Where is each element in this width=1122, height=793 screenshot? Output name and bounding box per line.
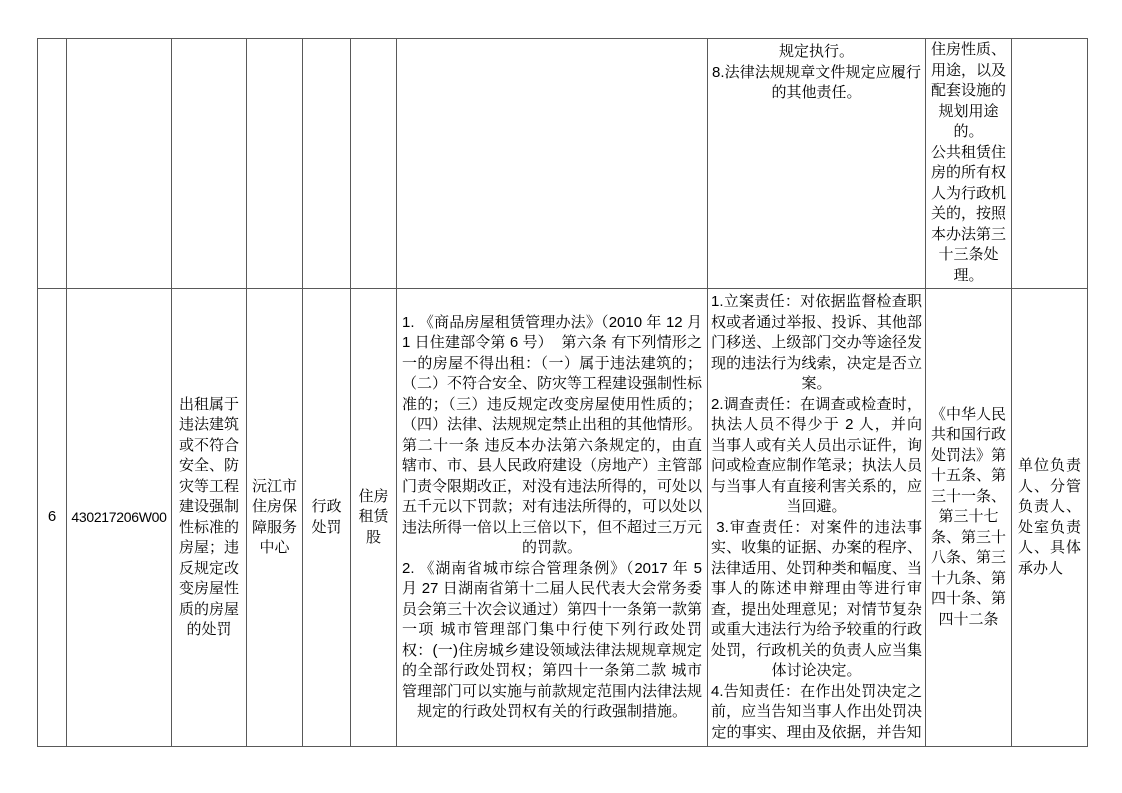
power-name-cell: [172, 289, 247, 747]
cont-code-cell: [67, 39, 172, 289]
accountability-basis-cell: [926, 289, 1012, 747]
implementing-org: 沅江市住房保障服务中心: [251, 477, 297, 556]
power-code-cell: [67, 289, 172, 747]
power-list-table: [37, 38, 1088, 747]
power-type: 行政处罚: [311, 498, 342, 536]
cont-seq-cell: [38, 39, 67, 289]
accountability-basis: 《中华人民共和国行政处罚法》第十五条、第三十一条、第三十七条、第三十八条、第三十九条、第四十条、第四十二条: [931, 405, 1007, 628]
implementing-org-cell: [247, 289, 303, 747]
cont-org-cell: [247, 39, 303, 289]
duty-cell: [708, 289, 926, 747]
cont-section-cell: [351, 39, 397, 289]
duty-paragraph: 2.调查责任：在调查或检查时，执法人员不得少于 2 人，并向当事人或有关人员出示证件，询问或检查应制作笔录；执法人员与当事人有直接利害关系的，应当回避。: [711, 395, 922, 515]
cont-remark-cell: [926, 39, 1012, 289]
legal-basis-cell: [397, 289, 708, 747]
duty-paragraph: 1.立案责任：对依据监督检查职权或者通过举报、投诉、其他部门移送、上级部门交办等途径发现的违法行为线索，决定是否立案。: [711, 293, 922, 392]
duty-paragraph: 3.审查责任：对案件的违法事实、收集的证据、办案的程序、法律适用、处罚种类和幅度、当事人的陈述申辩理由等进行审查，提出处理意见；对情节复杂或重大违法行为给予较重的行政处罚，行政机关的负责人应当集体讨论决定。: [711, 518, 922, 679]
responsible-persons-cell: [1012, 289, 1088, 747]
power-type-cell: [303, 289, 351, 747]
duty-paragraph: 4.告知责任：在作出处罚决定之前，应当告知当事人作出处罚决定的事实、理由及依据，并告知: [711, 682, 922, 741]
power-code: 430217206W00: [71, 509, 167, 526]
cont-remark-paragraph: 住房性质、用途，以及配套设施的规划用途的。: [931, 41, 1007, 140]
cont-remark-paragraph: 公共租赁住房的所有权人为行政机关的，按照本办法第三十三条处理。: [931, 143, 1007, 284]
cont-duty-paragraph: 8.法律法规规章文件规定应履行的其他责任。: [712, 63, 921, 101]
cont-duty-cell: [708, 39, 926, 289]
seq-no: 6: [47, 508, 57, 526]
cont-name-cell: [172, 39, 247, 289]
seq-no-cell: [38, 289, 67, 747]
cont-person-cell: [1012, 39, 1088, 289]
cont-duty-paragraph: 规定执行。: [778, 43, 854, 60]
legal-basis-paragraph: 2. 《湖南省城市综合管理条例》（2017 年 5 月 27 日湖南省第十二届人民代表大会常务委员会第三十次会议通过）第四十一条第一款第一项 城市管理部门集中行使下列行政处罚权：(一)住房城乡建设领域法律法规规章规定的全部行政处罚权；第四十一条第二款 城市管理部门可以实施与前款规定范围内法律法规规定的行政处罚权有关的行政强制措施。: [402, 559, 703, 720]
cont-type-cell: [303, 39, 351, 289]
responsible-persons: 单位负责人、分管负责人、处室负责人、具体承办人: [1018, 457, 1081, 577]
legal-basis-paragraph: 1. 《商品房屋租赁管理办法》（2010 年 12 月 1 日住建部令第 6 号） 第六条 有下列情形之一的房屋不得出租：（一）属于违法建筑的；（二）不符合安全、防灾等工程建设强制性标准的；（三）违反规定改变房屋使用性质的；（四）法律、法规规定禁止出租的其他情形。 第二十一条 违反本办法第六条规定的，由直辖市、市、县人民政府建设（房地产）主管部门责令限期改正，对没有违法所得的，可处以五千元以下罚款；对有违法所得的，可以处以违法所得一倍以上三倍以下，但不超过三万元的罚款。: [402, 313, 703, 556]
cont-legal-basis-cell: [397, 39, 708, 289]
responsible-section: 住房租赁股: [358, 487, 389, 546]
responsible-section-cell: [351, 289, 397, 747]
power-name: 出租属于违法建筑或不符合安全、防灾等工程建设强制性标准的房屋；违反规定改变房屋性质的房屋的处罚: [178, 395, 239, 638]
